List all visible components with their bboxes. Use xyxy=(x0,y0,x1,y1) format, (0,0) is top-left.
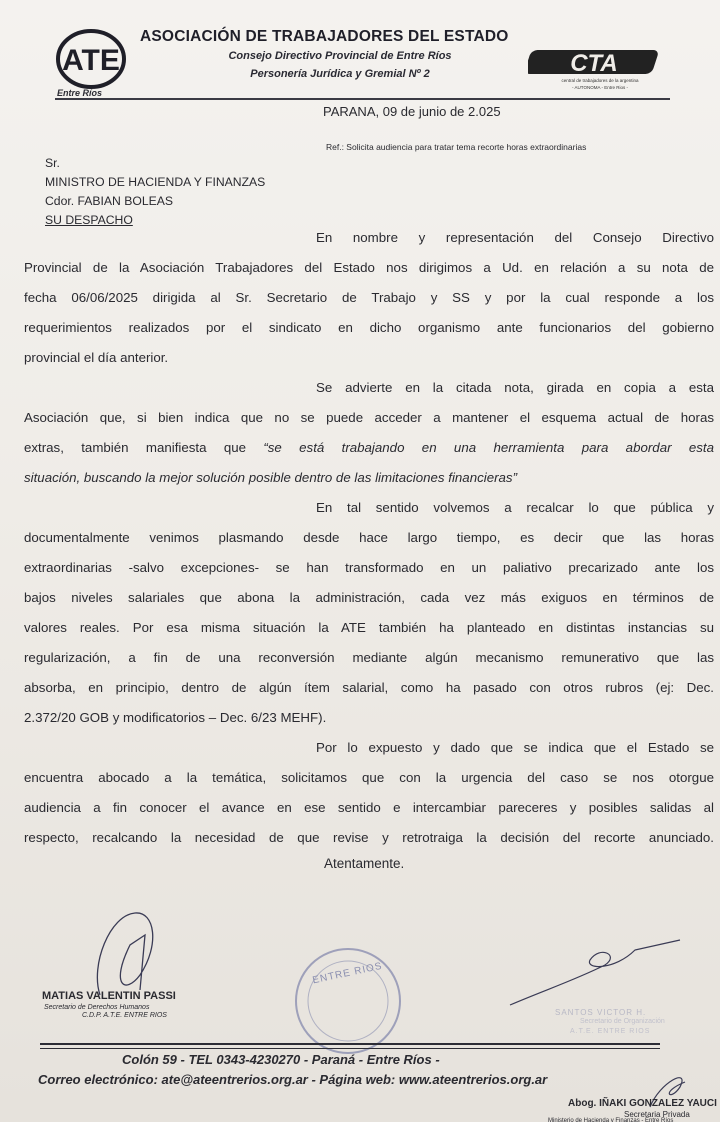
signer-passi-org: C.D.P. A.T.E. ENTRE RIOS xyxy=(82,1012,167,1019)
p2-line xyxy=(24,438,714,458)
p4-line: respecto, recalcando la necesidad de que revise y retrotraiga la decisión del recorte anunciado. xyxy=(24,830,714,845)
stamp-santos-org: A.T.E. ENTRE RIOS xyxy=(570,1028,651,1035)
p3-line: valores reales. Por esa misma situación la ATE también ha planteado en distintas instancias su xyxy=(24,620,714,635)
signature-santos xyxy=(505,930,685,1010)
receipt-name: Abog. IÑAKI GONZALEZ YAUCI xyxy=(568,1098,717,1109)
addressee-despacho: SU DESPACHO xyxy=(45,213,133,227)
cta-logo xyxy=(528,42,668,82)
p1-line: fecha 06/06/2025 dirigida al Sr. Secretario de Trabajo y SS y por la cual responde a los xyxy=(24,290,714,305)
p3-line: extraordinarias -salvo excepciones- se han transformado en un paliativo precarizado ante los xyxy=(24,560,714,575)
p2-line-prefix: extras, también manifiesta que xyxy=(24,440,264,455)
cta-caption-2: - AUTONOMA - Entre Rios - xyxy=(572,85,628,90)
p2-quote-end: situación, buscando la mejor solución posible dentro de las limitaciones financieras” xyxy=(24,470,517,485)
p3-line: En tal sentido volvemos a recalcar lo que pública y xyxy=(316,500,714,515)
p1-line: requerimientos realizados por el sindicato en dicho organismo ante funcionarios del gobierno xyxy=(24,320,714,335)
p3-line: bajos niveles salariales que abona la administración, cada vez más exiguos en términos de xyxy=(24,590,714,605)
footer-rule-thin xyxy=(40,1048,660,1049)
receipt-role: Secretaria Privada xyxy=(624,1110,690,1119)
footer-address: Colón 59 - TEL 0343-4230270 - Paraná - Entre Ríos - xyxy=(122,1052,440,1067)
p2-line: Se advierte en la citada nota, girada en copia a esta xyxy=(316,380,714,395)
addressee-salutation: Sr. xyxy=(45,156,60,170)
date-line: PARANA, 09 de junio de 2.025 xyxy=(323,104,501,119)
p1-line: En nombre y representación del Consejo Directivo xyxy=(316,230,714,245)
org-subtitle-council: Consejo Directivo Provincial de Entre Ríos xyxy=(228,50,452,62)
p3-line: regularización, a fin de una reconversión mediante algún mecanismo remunerativo que las xyxy=(24,650,714,665)
reference-line: Ref.: Solicita audiencia para tratar tema recorte horas extraordinarias xyxy=(326,142,587,152)
round-stamp-text: ENTRE RIOS xyxy=(311,960,384,987)
addressee-office: MINISTRO DE HACIENDA Y FINANZAS xyxy=(45,175,266,189)
round-stamp xyxy=(292,945,404,1057)
letterhead-rule xyxy=(55,98,670,100)
ate-logo-text: ATE xyxy=(62,44,120,77)
org-subtitle-legal: Personería Jurídica y Gremial Nº 2 xyxy=(250,68,430,80)
signature-passi xyxy=(80,905,190,1000)
footer-contact: Correo electrónico: ate@ateentrerios.org.ar - Página web: www.ateentrerios.org.ar xyxy=(38,1072,548,1087)
org-title: ASOCIACIÓN DE TRABAJADORES DEL ESTADO xyxy=(140,28,509,45)
p4-line: encuentra abocado a la temática, solicitamos que con la urgencia del caso se nos otorgue xyxy=(24,770,714,785)
footer-rule xyxy=(40,1043,660,1045)
p4-line: audiencia a fin conocer el avance en ese sentido e intercambiar pareceres y posibles salidas al xyxy=(24,800,714,815)
ate-logo xyxy=(55,28,127,90)
stamp-santos-name: SANTOS VICTOR H. xyxy=(555,1008,647,1017)
stamp-santos-role: Secretario de Organización xyxy=(580,1018,665,1025)
p1-line: Provincial de la Asociación Trabajadores del Estado nos dirigimos a Ud. en relación a su nota de xyxy=(24,260,714,275)
addressee-name: Cdor. FABIAN BOLEAS xyxy=(45,194,174,208)
cta-logo-text: CTA xyxy=(570,50,618,77)
p3-line: absorba, en principio, dentro de algún ítem salarial, como ha pasado con otros rubros (ej: Dec. xyxy=(24,680,714,695)
receipt-ministry: Ministerio de Hacienda y Finanzas - Entre Ríos xyxy=(548,1118,674,1122)
p4-line: Por lo expuesto y dado que se indica que el Estado se xyxy=(316,740,714,755)
p3-line: 2.372/20 GOB y modificatorios – Dec. 6/23 MEHF). xyxy=(24,710,327,725)
signer-passi-name: MATIAS VALENTIN PASSI xyxy=(42,990,176,1002)
p2-quote-start: “se está trabajando en una herramienta para abordar esta xyxy=(263,440,714,455)
logo-caption: Entre Ríos xyxy=(57,88,103,98)
cta-caption-1: central de trabajadores de la argentina xyxy=(561,78,639,83)
p2-line: Asociación que, si bien indica que no se puede acceder a mantener el esquema actual de horas xyxy=(24,410,714,425)
closing-text: Atentamente. xyxy=(324,856,405,871)
p3-line: documentalmente venimos plasmando desde hace largo tiempo, es decir que las horas xyxy=(24,530,714,545)
p1-line: provincial el día anterior. xyxy=(24,350,169,365)
signer-passi-role: Secretario de Derechos Humanos xyxy=(44,1004,150,1011)
